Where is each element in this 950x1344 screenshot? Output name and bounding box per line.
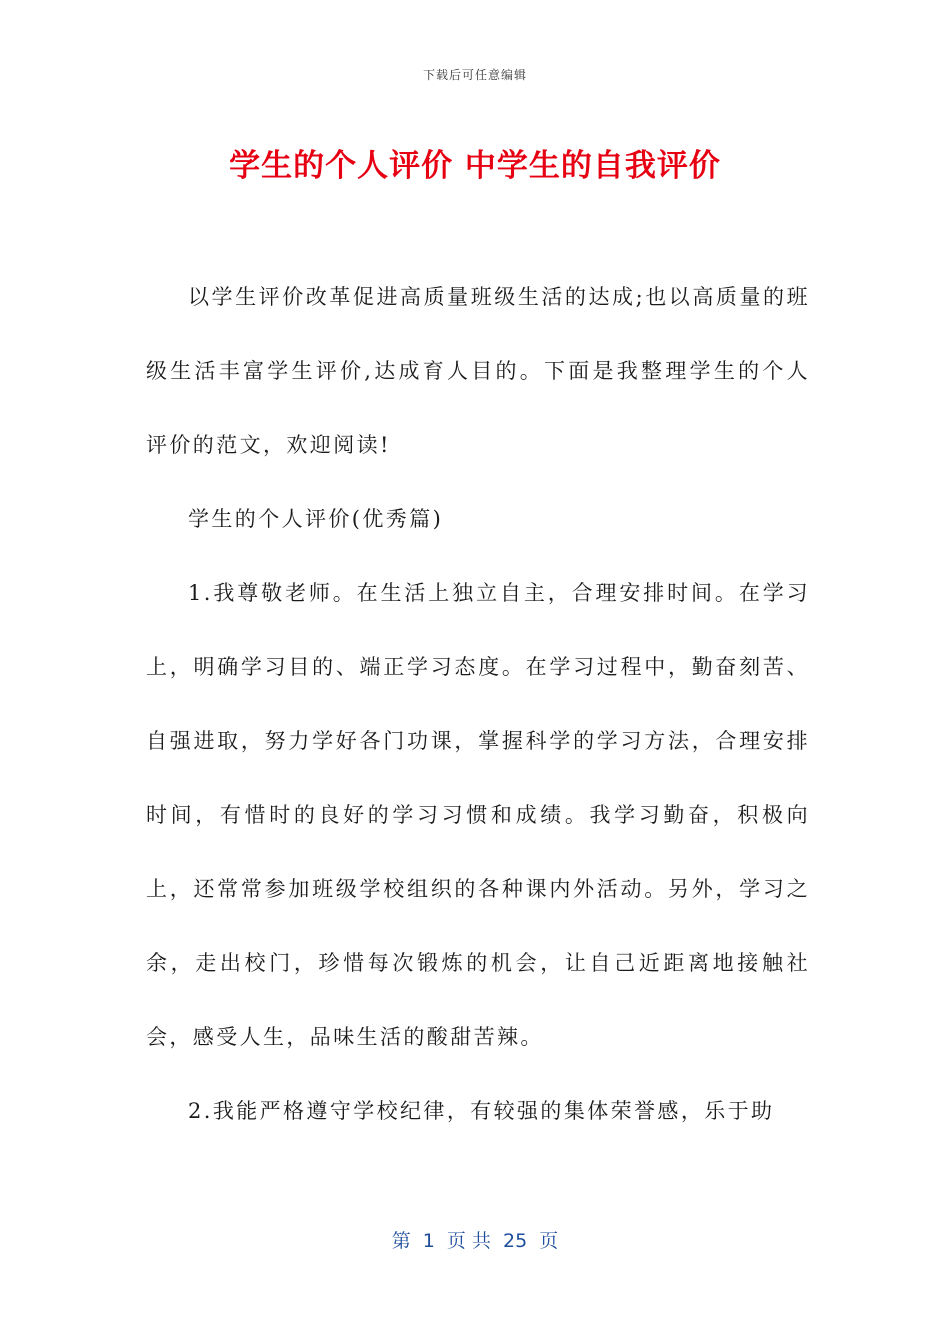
body-paragraph-1: 1.我尊敬老师。在生活上独立自主，合理安排时间。在学习上，明确学习目的、端正学习态度。在学习过程中，勤奋刻苦、自强进取，努力学好各门功课，掌握科学的学习方法，合理安排时间，有惜时的良好的学习习惯和成绩。我学习勤奋，积极向上，还常常参加班级学校组织的各种课内外活动。另外，学习之余，走出校门，珍惜每次锻炼的机会，让自己近距离地接触社会，感受人生，品味生活的酸甜苦辣。 bbox=[146, 581, 810, 1049]
body-paragraph-2: 2.我能严格遵守学校纪律，有较强的集体荣誉感，乐于助 bbox=[188, 1099, 775, 1123]
document-body bbox=[146, 260, 810, 1148]
section-heading: 学生的个人评价(优秀篇) bbox=[188, 507, 444, 531]
header-note: 下载后可任意编辑 bbox=[422, 68, 527, 82]
document-title: 学生的个人评价 中学生的自我评价 bbox=[229, 148, 721, 184]
intro-paragraph: 以学生评价改革促进高质量班级生活的达成;也以高质量的班级生活丰富学生评价,达成育人目的。下面是我整理学生的个人评价的范文，欢迎阅读! bbox=[146, 285, 810, 457]
page-number-footer: 第 1 页 共 25 页 bbox=[391, 1230, 559, 1252]
